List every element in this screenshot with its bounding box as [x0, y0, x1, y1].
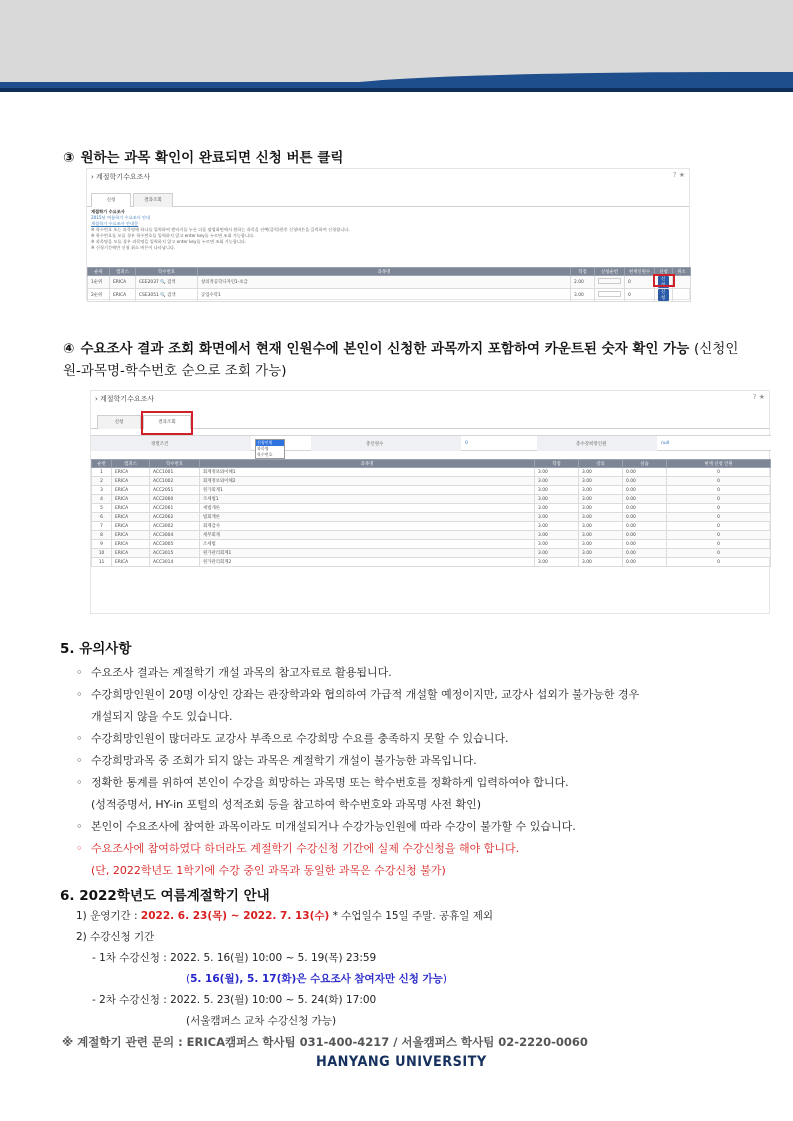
info-line: ※ 과목명을 모를 경우 과목명을 입력하지 않고 enter key를 누르면 조회 가능합니다.: [91, 239, 247, 244]
cell-campus: ERICA: [112, 540, 150, 549]
cell-seq: [595, 276, 625, 289]
note-bold: 5. 16(월), 5. 17(화)은 수요조사 참여자만 신청 가능: [190, 973, 443, 985]
info-link-guide[interactable]: 계절학기 수요조사 안내문: [91, 221, 139, 226]
cell-code: ACC2061: [150, 504, 200, 513]
col-no: 순번: [92, 460, 112, 468]
step4-text: 수요조사 결과 조회 화면에서 현재 인원수에 본인이 신청한 과목까지 포함하여 카운트된 숫자 확인 가능: [80, 341, 690, 357]
list-item: [76, 750, 756, 772]
section5-title: 5. 유의사항: [60, 641, 132, 657]
cell-lab: 0.00: [623, 504, 667, 513]
tab-apply[interactable]: 신청: [97, 415, 141, 429]
cell-no: 10: [92, 549, 112, 558]
cell-credit: 3.00: [535, 477, 579, 486]
search-button[interactable]: 🔍 검색: [160, 293, 176, 298]
table-row: [92, 531, 771, 540]
item-text: 본인이 수요조사에 참여한 과목이라도 미개설되거나 수강가능인원에 따라 수강이 불가할 수 있습니다.: [91, 820, 576, 833]
table-row: [92, 540, 771, 549]
code-input[interactable]: CEE2037: [139, 280, 159, 285]
tab-apply[interactable]: 신청: [91, 193, 131, 207]
cell-credit: 3.00: [535, 504, 579, 513]
op-label: 1) 운영기간 :: [76, 910, 141, 922]
cell-credit: 3.00: [535, 531, 579, 540]
code-input[interactable]: CSE3051: [139, 293, 159, 298]
step4-heading: [63, 338, 753, 382]
info-line: ※ 학수번호를 모를 경우 학수번호를 입력하지 않고 enter key를 누르면 조회 가능합니다.: [91, 233, 255, 238]
cell-campus: ERICA: [112, 549, 150, 558]
help-favorite-icons[interactable]: ? ★: [672, 171, 685, 179]
cell-name: 창의적공학디자인1-초급: [198, 276, 571, 289]
item-text: 수강희망과목 중 조회가 되지 않는 과목은 계절학기 개설이 불가능한 과목입니다.: [91, 754, 477, 767]
apply-table: [87, 267, 691, 302]
cell-name: 원가관리회계2: [200, 558, 535, 567]
screenshot-apply: [86, 168, 690, 300]
cell-seq: [595, 289, 625, 302]
apply-button[interactable]: 신청: [658, 289, 669, 301]
cell-code: ACC3015: [150, 549, 200, 558]
cell-current: 0: [667, 531, 771, 540]
sort-label: 정렬조건: [151, 442, 169, 447]
cell-name: 세무회계: [200, 531, 535, 540]
cell-campus: ERICA: [112, 504, 150, 513]
cell-name: 회계감사: [200, 522, 535, 531]
table-row: [92, 504, 771, 513]
col-rank: 순위: [88, 268, 110, 276]
col-code: 학수번호: [150, 460, 200, 468]
cell-code: ACC3014: [150, 558, 200, 567]
cell-campus: ERICA: [110, 289, 136, 302]
col-count: 현재인원수: [625, 268, 655, 276]
op-start: 2022. 6. 23(목): [140, 910, 228, 922]
cell-current: 0: [667, 540, 771, 549]
item-text: 수요조사 결과는 계절학기 개설 과목의 참고자료로 활용됩니다.: [91, 666, 392, 679]
cell-code: ACC3002: [150, 522, 200, 531]
cell-lab: 0.00: [623, 468, 667, 477]
desired-label: 총수강희망인원: [576, 442, 607, 447]
cell-apply: [655, 289, 673, 302]
cell-no: 2: [92, 477, 112, 486]
second-registration: - 2차 수강신청 : 2022. 5. 23(월) 10:00 ~ 5. 24(화) 17:00: [92, 994, 377, 1006]
tab-results[interactable]: 결과조회: [133, 193, 173, 207]
cell-lab: 0.00: [623, 513, 667, 522]
cell-name: 회계정보와이해1: [200, 468, 535, 477]
table-header: [88, 268, 691, 276]
sort-option[interactable]: 학수번호: [257, 452, 273, 457]
item-text: 수요조사에 참여하였다 하더라도 계절학기 수강신청 기간에 실제 수강신청을 해야 합니다.: [91, 842, 520, 855]
cell-lab: 0.00: [623, 486, 667, 495]
cell-no: 5: [92, 504, 112, 513]
col-current: 현재 신청 인원: [667, 460, 771, 468]
cell-count: 0: [625, 289, 655, 302]
sort-option[interactable]: 과목명: [257, 446, 269, 451]
list-item-important: [76, 838, 756, 882]
cell-code[interactable]: [136, 276, 198, 289]
cell-cancel: [673, 289, 691, 302]
cell-credit: 3.00: [535, 495, 579, 504]
cell-name: 조세법: [200, 540, 535, 549]
cell-no: 9: [92, 540, 112, 549]
cell-lab: 0.00: [623, 549, 667, 558]
cell-code: ACC1001: [150, 468, 200, 477]
table-row: [92, 522, 771, 531]
results-body: [92, 468, 771, 567]
screen-title: › 계절학기수요조사: [95, 395, 155, 403]
desired-value: null: [661, 441, 670, 446]
filter-bar: [91, 435, 771, 457]
cell-code: ACC1002: [150, 477, 200, 486]
table-row: [92, 513, 771, 522]
cell-lecture: 3.00: [579, 477, 623, 486]
op-end: 2022. 7. 13(수): [243, 910, 330, 922]
info-line: ※ 학수번호 또는 과목명에 하나를 입력하여 엔터키를 누른 다음 팝업화면에서 원하는 과목을 선택(클릭)한후 신청버튼을 클릭하여 신청합니다.: [91, 227, 350, 232]
cell-current: 0: [667, 486, 771, 495]
cell-credit: 3.00: [535, 540, 579, 549]
list-item: [76, 816, 756, 838]
bullet-icon: ◦: [76, 688, 83, 701]
item-text: 수강희망인원이 많더라도 교강사 부족으로 수강희망 수요를 충족하지 못할 수 있습니다.: [91, 732, 509, 745]
cell-current: 0: [667, 549, 771, 558]
cell-name: 세법개론: [200, 504, 535, 513]
list-item: [76, 684, 756, 728]
cell-no: 1: [92, 468, 112, 477]
section6-title: 6. 2022학년도 여름계절학기 안내: [60, 888, 270, 904]
filter-label-bg: [91, 436, 251, 451]
cell-credit: 2.00: [571, 276, 595, 289]
cell-count: 0: [625, 276, 655, 289]
op-tilde: ~: [227, 910, 244, 922]
col-campus: 캠퍼스: [112, 460, 150, 468]
cell-no: 11: [92, 558, 112, 567]
cell-campus: ERICA: [112, 558, 150, 567]
cell-campus: ERICA: [112, 486, 150, 495]
bullet-icon: ◦: [76, 754, 83, 767]
step4-number: ④: [63, 341, 75, 357]
item-cont: (성적증명서, HY-in 포털의 성적조회 등을 참고하여 학수번호와 과목명 사전 확인): [91, 798, 482, 811]
col-code: 학수번호: [136, 268, 198, 276]
bullet-icon: ◦: [76, 842, 83, 855]
bullet-icon: ◦: [76, 820, 83, 833]
cell-lab: 0.00: [623, 522, 667, 531]
apply-button[interactable]: 신청: [658, 276, 669, 288]
cell-cancel: [673, 276, 691, 289]
results-table: [91, 459, 771, 567]
table-row: [88, 276, 691, 289]
cell-current: 0: [667, 495, 771, 504]
table-row: [92, 468, 771, 477]
header-band: [0, 0, 793, 82]
total-value: 0: [465, 441, 468, 446]
cell-name: 공업수학1: [198, 289, 571, 302]
seq-field: [598, 278, 621, 284]
notice-list: [76, 662, 756, 882]
table-row: [92, 495, 771, 504]
cell-lecture: 3.00: [579, 504, 623, 513]
col-seq: 신청순번: [595, 268, 625, 276]
first-registration-note: [76, 969, 766, 990]
cell-lab: 0.00: [623, 540, 667, 549]
cell-campus: ERICA: [112, 513, 150, 522]
cell-campus: ERICA: [112, 522, 150, 531]
cell-name: 원가관리회계1: [200, 549, 535, 558]
filter-label-bg: [311, 436, 461, 451]
cell-lecture: 3.00: [579, 486, 623, 495]
cell-lecture: 3.00: [579, 495, 623, 504]
cell-lab: 0.00: [623, 558, 667, 567]
second-registration-note: (서울캠퍼스 교차 수강신청 가능): [186, 1015, 337, 1027]
cell-lab: 0.00: [623, 495, 667, 504]
sort-dropdown[interactable]: [255, 439, 285, 459]
contact-info: ※ 계절학기 관련 문의 : ERICA캠퍼스 학사팀 031-400-4217 / 서울캠퍼스 학사팀 02-2220-0060: [62, 1035, 588, 1049]
list-item: [76, 728, 756, 750]
table-row: [92, 558, 771, 567]
list-item: [76, 662, 756, 684]
cell-no: 7: [92, 522, 112, 531]
cell-credit: 3.00: [535, 558, 579, 567]
note-open: (: [186, 973, 191, 985]
cell-code[interactable]: [136, 289, 198, 302]
cell-lecture: 3.00: [579, 549, 623, 558]
registration-label: 2) 수강신청 기간: [76, 931, 155, 943]
cell-name: 조세법1: [200, 495, 535, 504]
cell-campus: ERICA: [112, 468, 150, 477]
cell-lecture: 3.00: [579, 522, 623, 531]
cell-lecture: 3.00: [579, 513, 623, 522]
highlight-box: [141, 411, 193, 435]
table-row: [92, 549, 771, 558]
cell-code: ACC2060: [150, 495, 200, 504]
col-name: 과목명: [198, 268, 571, 276]
bullet-icon: ◦: [76, 732, 83, 745]
cell-apply: [655, 276, 673, 289]
info-box: [91, 209, 687, 255]
cell-credit: 3.00: [535, 513, 579, 522]
search-button[interactable]: 🔍 검색: [160, 280, 176, 285]
cell-campus: ERICA: [110, 276, 136, 289]
item-cont: (단, 2022학년도 1학기에 수강 중인 과목과 동일한 과목은 수강신청 불가): [91, 864, 446, 877]
info-line: ※ 신청기간에만 신청 취소 버튼이 나타납니다.: [91, 245, 176, 250]
cell-no: 8: [92, 531, 112, 540]
cell-credit: 3.00: [535, 522, 579, 531]
cell-current: 0: [667, 558, 771, 567]
cell-credit: 3.00: [535, 549, 579, 558]
col-credit: 학점: [571, 268, 595, 276]
bullet-icon: ◦: [76, 776, 83, 789]
cell-no: 4: [92, 495, 112, 504]
bullet-icon: ◦: [76, 666, 83, 679]
cell-name: 원가회계1: [200, 486, 535, 495]
cell-current: 0: [667, 513, 771, 522]
col-cancel: 취소: [673, 268, 691, 276]
item-text: 수강희망인원이 20명 이상인 강좌는 관장학과와 협의하여 가급적 개설할 예정이지만, 교강사 섭외가 불가능한 경우: [91, 688, 640, 701]
cell-no: 3: [92, 486, 112, 495]
item-cont: 개설되지 않을 수도 있습니다.: [91, 710, 233, 723]
tab-results[interactable]: 결과조회: [143, 415, 191, 429]
step3-heading: [63, 146, 343, 166]
cell-code: ACC2051: [150, 486, 200, 495]
first-registration: - 1차 수강신청 : 2022. 5. 16(월) 10:00 ~ 5. 19(목) 23:59: [92, 952, 377, 964]
step3-text: 원하는 과목 확인이 완료되면 신청 버튼 클릭: [80, 150, 344, 166]
cell-lecture: 3.00: [579, 468, 623, 477]
table-row: [92, 486, 771, 495]
highlight-box: [653, 274, 675, 287]
tab-bar: [87, 193, 689, 207]
item-text: 정확한 통계를 위하여 본인이 수강을 희망하는 과목명 또는 학수번호를 정확하게 입력하여야 합니다.: [91, 776, 569, 789]
col-lab: 실습: [623, 460, 667, 468]
col-lecture: 강의: [579, 460, 623, 468]
cell-campus: ERICA: [112, 495, 150, 504]
cell-rank: 1순위: [88, 276, 110, 289]
cell-current: 0: [667, 504, 771, 513]
sort-option[interactable]: 신청인원: [256, 440, 284, 446]
schedule: [76, 906, 766, 1032]
header-stripe-dark: [0, 88, 793, 92]
cell-code: ACC3005: [150, 540, 200, 549]
cell-lab: 0.00: [623, 477, 667, 486]
screen-title: › 계절학기수요조사: [91, 173, 151, 181]
cell-name: 법회계론: [200, 513, 535, 522]
cell-name: 회계정보와이해2: [200, 477, 535, 486]
info-link-notice[interactable]: 2015년 여름학기 수요조사 안내: [91, 215, 151, 220]
cell-credit: 3.00: [535, 486, 579, 495]
university-logo: HANYANG UNIVERSITY: [316, 1054, 487, 1070]
op-note: * 수업일수 15일 주말. 공휴일 제외: [329, 910, 494, 922]
screenshot-results: [90, 390, 770, 614]
cell-no: 6: [92, 513, 112, 522]
help-favorite-icons[interactable]: ? ★: [752, 393, 765, 401]
cell-current: 0: [667, 477, 771, 486]
cell-campus: ERICA: [112, 531, 150, 540]
cell-credit: 3.00: [535, 468, 579, 477]
step4-note: (신청인원-과목명-학수번호 순으로 조회 가능): [63, 341, 739, 379]
table-header: [92, 460, 771, 468]
cell-code: ACC2062: [150, 513, 200, 522]
note-close: ): [442, 973, 447, 985]
table-row: [88, 289, 691, 302]
table-row: [92, 477, 771, 486]
col-credit: 학점: [535, 460, 579, 468]
cell-current: 0: [667, 522, 771, 531]
cell-rank: 2순위: [88, 289, 110, 302]
cell-campus: ERICA: [112, 477, 150, 486]
step3-number: ③: [63, 150, 75, 166]
list-item: [76, 772, 756, 816]
cell-lecture: 3.00: [579, 558, 623, 567]
total-label: 총인원수: [366, 442, 384, 447]
cell-lecture: 3.00: [579, 531, 623, 540]
col-apply: 신청: [655, 268, 673, 276]
cell-lecture: 3.00: [579, 540, 623, 549]
cell-credit: 3.00: [571, 289, 595, 302]
cell-code: ACC3004: [150, 531, 200, 540]
col-campus: 캠퍼스: [110, 268, 136, 276]
cell-current: 0: [667, 468, 771, 477]
col-name: 과목명: [200, 460, 535, 468]
info-title: 계절학기 수요조사: [91, 209, 125, 214]
seq-field: [598, 291, 621, 297]
cell-lab: 0.00: [623, 531, 667, 540]
operation-period: [76, 906, 766, 927]
